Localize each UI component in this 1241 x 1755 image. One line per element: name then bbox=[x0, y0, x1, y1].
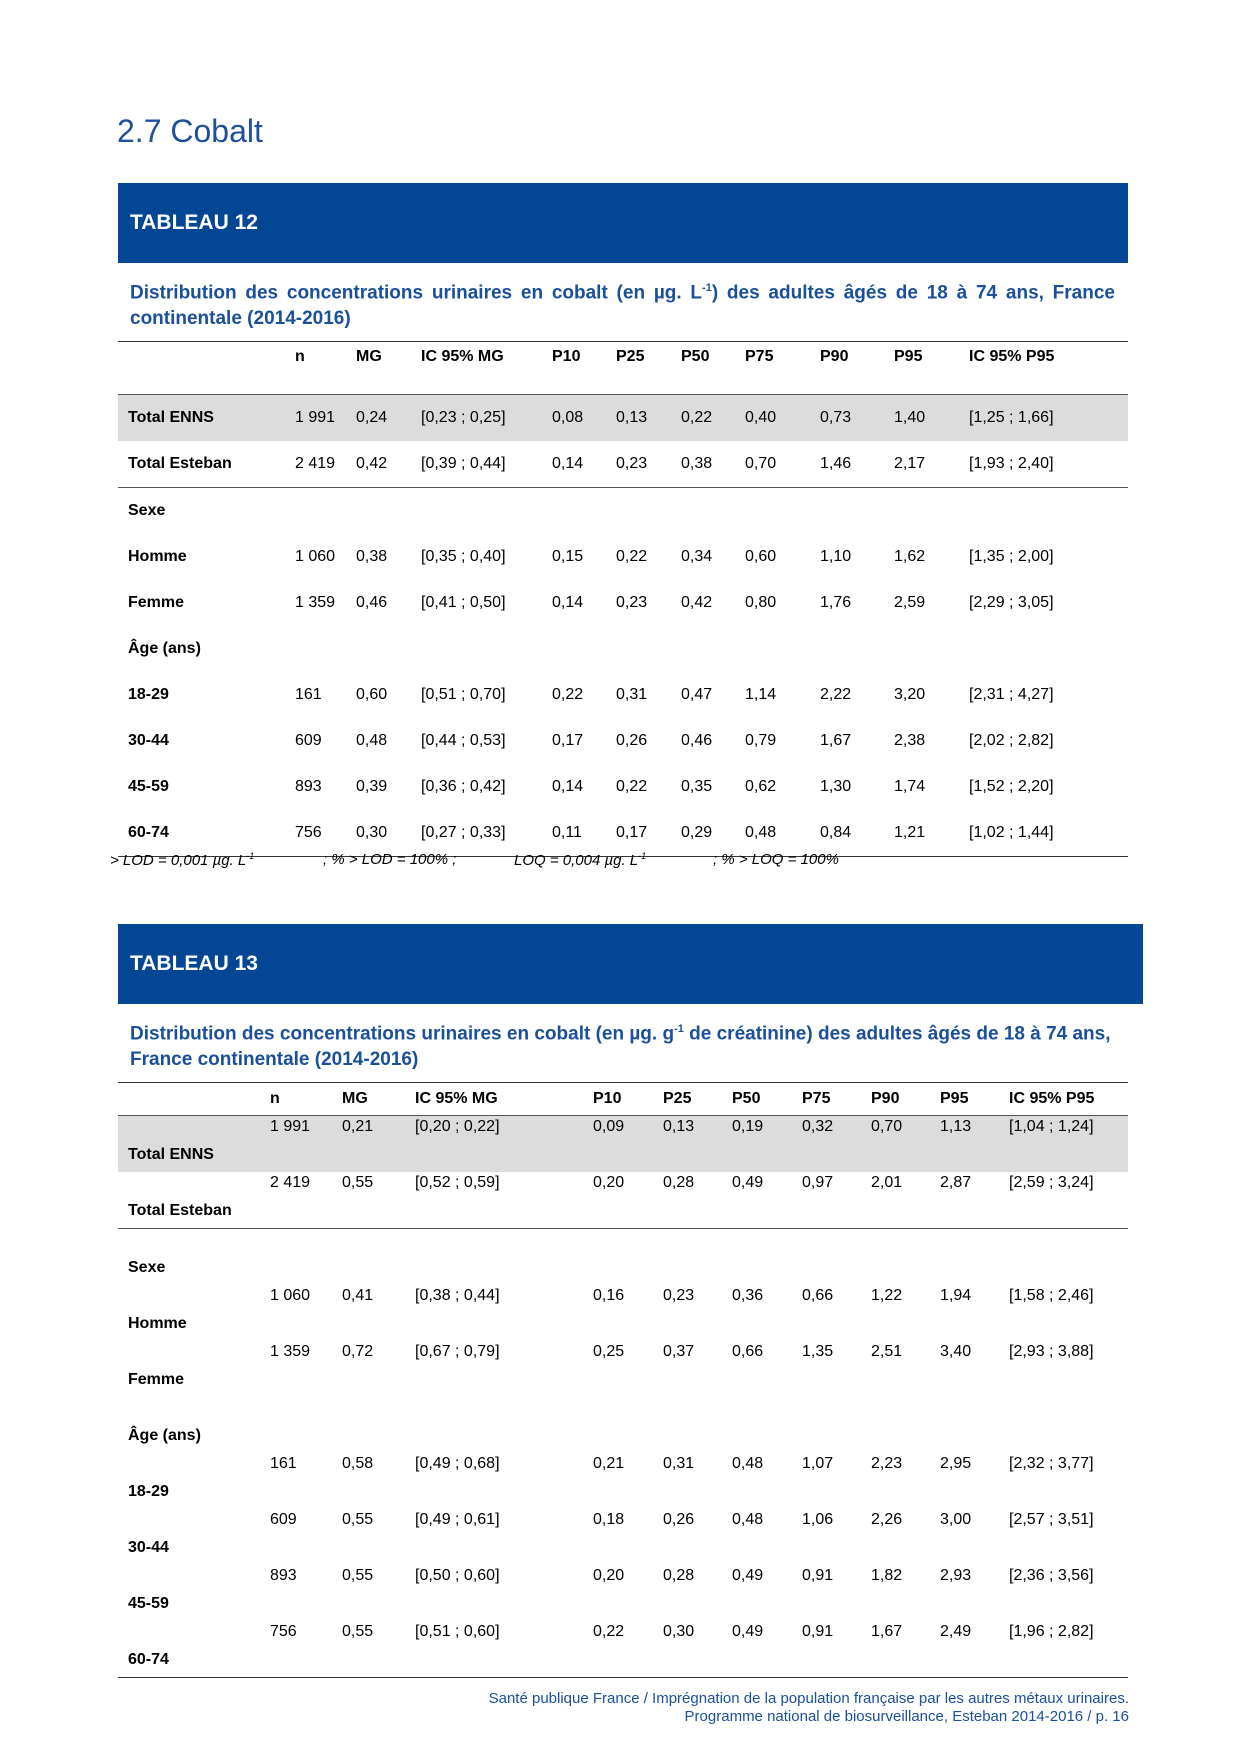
table13-header-p50: P50 bbox=[732, 1083, 802, 1116]
table-cell: 0,09 bbox=[593, 1116, 663, 1173]
table-cell bbox=[802, 1397, 871, 1453]
table-cell: [1,04 ; 1,24] bbox=[1009, 1116, 1128, 1173]
table-cell bbox=[1009, 1397, 1128, 1453]
table-cell: 0,32 bbox=[802, 1116, 871, 1173]
table-cell bbox=[820, 488, 894, 535]
table-cell: 0,70 bbox=[745, 455, 777, 472]
table-cell bbox=[295, 488, 356, 535]
table-cell: 2,17 bbox=[894, 455, 926, 472]
table12-caption-pre: Distribution des concentrations urinaires en cobalt (en µg. L bbox=[130, 282, 703, 304]
table-cell: 0,46 bbox=[356, 594, 388, 611]
table-cell: 1,46 bbox=[820, 455, 852, 472]
table12-caption bbox=[130, 275, 1115, 332]
table-cell: 0,41 bbox=[342, 1287, 374, 1304]
table-cell: [0,52 ; 0,59] bbox=[415, 1174, 500, 1191]
row-label: 18-29 bbox=[128, 686, 169, 703]
table-cell: 0,55 bbox=[342, 1623, 374, 1640]
table-cell: 0,21 bbox=[342, 1116, 415, 1173]
table-cell: 0,22 bbox=[681, 395, 745, 442]
table-cell: [0,36 ; 0,42] bbox=[421, 778, 506, 795]
table-cell: 2,49 bbox=[940, 1623, 972, 1640]
table-cell: 2 419 bbox=[270, 1174, 311, 1191]
table12-body bbox=[118, 395, 1128, 857]
table-cell: 0,24 bbox=[356, 395, 421, 442]
table-cell bbox=[342, 1397, 415, 1453]
table-cell: [1,52 ; 2,20] bbox=[969, 778, 1054, 795]
row-label: Sexe bbox=[118, 1229, 270, 1286]
table-cell: 0,21 bbox=[593, 1455, 625, 1472]
table-row bbox=[118, 1341, 1128, 1397]
row-label: Total ENNS bbox=[118, 395, 295, 442]
table13-header-p10: P10 bbox=[593, 1083, 663, 1116]
table-cell: 0,22 bbox=[616, 548, 648, 565]
row-label: Total ENNS bbox=[118, 1116, 270, 1173]
table13-header-n: n bbox=[270, 1083, 342, 1116]
table-cell: 0,30 bbox=[356, 824, 388, 841]
table-cell: 3,20 bbox=[894, 686, 926, 703]
table-cell: [1,96 ; 2,82] bbox=[1009, 1623, 1094, 1640]
table-row bbox=[118, 1565, 1128, 1621]
table-cell: 2,87 bbox=[940, 1174, 972, 1191]
table-cell bbox=[552, 488, 616, 535]
table-cell: 1,13 bbox=[940, 1116, 1009, 1173]
table-cell bbox=[871, 1397, 940, 1453]
table-row bbox=[118, 534, 1128, 580]
table13-caption bbox=[130, 1016, 1115, 1073]
table-cell: 0,42 bbox=[681, 594, 713, 611]
table-cell bbox=[745, 488, 820, 535]
table13-caption-pre: Distribution des concentrations urinaires en cobalt (en µg. g bbox=[130, 1023, 675, 1045]
table12-header-row bbox=[118, 342, 1128, 395]
table13-caption-sup: -1 bbox=[674, 1023, 684, 1035]
row-label: 60-74 bbox=[128, 824, 169, 841]
table-cell bbox=[681, 488, 745, 535]
table-cell: 2,22 bbox=[820, 686, 852, 703]
table-cell: 2,93 bbox=[940, 1567, 972, 1584]
table-cell: 1,67 bbox=[871, 1623, 903, 1640]
table-cell: 161 bbox=[270, 1455, 297, 1472]
table-cell: 0,22 bbox=[552, 686, 584, 703]
footnote-lod: > LOD = 0,001 µg. $L^{-1}$ bbox=[110, 851, 255, 869]
table-cell: 0,22 bbox=[616, 778, 648, 795]
table-cell: 0,62 bbox=[745, 778, 777, 795]
row-label: Total Esteban bbox=[128, 455, 232, 472]
table12-header-p95: P95 bbox=[894, 348, 923, 365]
table12 bbox=[118, 341, 1128, 857]
table-cell: 0,19 bbox=[732, 1116, 802, 1173]
table-cell: 0,31 bbox=[663, 1455, 695, 1472]
table13-header-row bbox=[118, 1083, 1128, 1116]
table-cell: [2,31 ; 4,27] bbox=[969, 686, 1054, 703]
table-cell bbox=[1009, 1229, 1128, 1286]
table-cell: [0,50 ; 0,60] bbox=[415, 1567, 500, 1584]
table-cell: 1 991 bbox=[270, 1116, 342, 1173]
table-row bbox=[118, 1453, 1128, 1509]
table-cell: 0,48 bbox=[732, 1455, 764, 1472]
table-cell: 893 bbox=[270, 1567, 297, 1584]
table-cell bbox=[940, 1397, 1009, 1453]
table-cell: [1,02 ; 1,44] bbox=[969, 824, 1054, 841]
table-cell: 0,13 bbox=[663, 1116, 732, 1173]
table-cell: [1,93 ; 2,40] bbox=[969, 455, 1054, 472]
table-cell: 0,48 bbox=[745, 824, 777, 841]
table-cell bbox=[969, 626, 1128, 672]
table-cell: [0,35 ; 0,40] bbox=[421, 548, 506, 565]
table-cell: 2,95 bbox=[940, 1455, 972, 1472]
table-cell: 609 bbox=[295, 732, 322, 749]
table-cell: 0,28 bbox=[663, 1174, 695, 1191]
table13-band-label: TABLEAU 13 bbox=[130, 952, 258, 975]
row-label: Sexe bbox=[118, 488, 295, 535]
table13-header-mg: MG bbox=[342, 1083, 415, 1116]
table-cell: 1,76 bbox=[820, 594, 852, 611]
table-row bbox=[118, 488, 1128, 535]
table-cell: 1 359 bbox=[295, 594, 336, 611]
table-cell: 0,20 bbox=[593, 1174, 625, 1191]
table-cell: [1,58 ; 2,46] bbox=[1009, 1287, 1094, 1304]
table-cell: 0,13 bbox=[616, 395, 681, 442]
table-cell bbox=[270, 1397, 342, 1453]
table-cell: 1,74 bbox=[894, 778, 926, 795]
table-cell bbox=[663, 1229, 732, 1286]
table-cell bbox=[871, 1229, 940, 1286]
table-cell: 0,25 bbox=[593, 1343, 625, 1360]
table-cell: 756 bbox=[295, 824, 322, 841]
table-cell bbox=[732, 1397, 802, 1453]
table-cell bbox=[356, 626, 421, 672]
table-cell: 0,66 bbox=[802, 1287, 834, 1304]
table-cell bbox=[421, 626, 552, 672]
table-cell: 2,59 bbox=[894, 594, 926, 611]
table-cell: [0,38 ; 0,44] bbox=[415, 1287, 500, 1304]
table-row bbox=[118, 718, 1128, 764]
table-cell: [0,49 ; 0,68] bbox=[415, 1455, 500, 1472]
table-row bbox=[118, 441, 1128, 488]
table-cell: 2,01 bbox=[871, 1174, 903, 1191]
table13-header-ic-p95: IC 95% P95 bbox=[1009, 1083, 1128, 1116]
table-cell: 1,21 bbox=[894, 824, 926, 841]
table-cell: 893 bbox=[295, 778, 322, 795]
table-cell: 0,14 bbox=[552, 778, 584, 795]
table-cell bbox=[421, 488, 552, 535]
table-cell: 2,23 bbox=[871, 1455, 903, 1472]
table-cell bbox=[295, 626, 356, 672]
table-cell: [0,49 ; 0,61] bbox=[415, 1511, 500, 1528]
table-cell bbox=[745, 626, 820, 672]
table-cell: 1 991 bbox=[295, 395, 356, 442]
table-cell: 0,08 bbox=[552, 395, 616, 442]
table-cell: 0,14 bbox=[552, 455, 584, 472]
table12-caption-sup: -1 bbox=[702, 282, 712, 294]
table-cell: 0,97 bbox=[802, 1174, 834, 1191]
table13-caption-post: de créatinine) des adultes âgés de 18 à 74 ans, France continentale (2014-2016) bbox=[130, 1023, 1111, 1071]
table-cell: 0,55 bbox=[342, 1567, 374, 1584]
table-cell: 1,82 bbox=[871, 1567, 903, 1584]
row-label: Âge (ans) bbox=[128, 640, 201, 657]
table-cell: 0,16 bbox=[593, 1287, 625, 1304]
table-cell: [0,44 ; 0,53] bbox=[421, 732, 506, 749]
table-cell: 1,14 bbox=[745, 686, 777, 703]
table-cell: 0,48 bbox=[732, 1511, 764, 1528]
table-cell: 0,42 bbox=[356, 455, 388, 472]
table-cell: 1,35 bbox=[802, 1343, 834, 1360]
table12-band-label: TABLEAU 12 bbox=[130, 211, 258, 234]
footnote-pct-lod: ; % > LOD = 100% ; bbox=[323, 851, 457, 868]
table13-header-p25: P25 bbox=[663, 1083, 732, 1116]
table-cell: 0,73 bbox=[820, 395, 894, 442]
table-cell: 0,20 bbox=[593, 1567, 625, 1584]
table-cell bbox=[356, 488, 421, 535]
row-label: Âge (ans) bbox=[128, 1427, 201, 1444]
table-cell: 0,37 bbox=[663, 1343, 695, 1360]
table-cell: 0,47 bbox=[681, 686, 713, 703]
row-label: 45-59 bbox=[128, 778, 169, 795]
table-row bbox=[118, 1229, 1128, 1286]
table-cell: 0,29 bbox=[681, 824, 713, 841]
table-cell: 609 bbox=[270, 1511, 297, 1528]
table-row bbox=[118, 764, 1128, 810]
table-cell: 0,26 bbox=[663, 1511, 695, 1528]
table-cell: 1,30 bbox=[820, 778, 852, 795]
table-row bbox=[118, 810, 1128, 857]
table-cell: [0,20 ; 0,22] bbox=[415, 1116, 593, 1173]
table-cell: 0,72 bbox=[342, 1343, 374, 1360]
table-cell: 0,49 bbox=[732, 1623, 764, 1640]
table-cell: 0,23 bbox=[616, 594, 648, 611]
table-cell: 0,23 bbox=[663, 1287, 695, 1304]
table-cell: 0,39 bbox=[356, 778, 388, 795]
table-cell bbox=[969, 488, 1128, 535]
table-cell: 0,38 bbox=[681, 455, 713, 472]
table-cell: 0,30 bbox=[663, 1623, 695, 1640]
table-cell: [0,51 ; 0,70] bbox=[421, 686, 506, 703]
table12-header-blank bbox=[118, 342, 295, 395]
table-cell: 0,84 bbox=[820, 824, 852, 841]
row-label: 60-74 bbox=[128, 1651, 169, 1668]
table-cell: 0,36 bbox=[732, 1287, 764, 1304]
table12-header-ic-p95: IC 95% P95 bbox=[969, 348, 1055, 365]
table13-header-ic-mg: IC 95% MG bbox=[415, 1083, 593, 1116]
table-cell: 3,40 bbox=[940, 1343, 972, 1360]
table13 bbox=[118, 1082, 1128, 1678]
table-cell bbox=[593, 1229, 663, 1286]
table-cell: 1,62 bbox=[894, 548, 926, 565]
table-cell: [2,93 ; 3,88] bbox=[1009, 1343, 1094, 1360]
table-row bbox=[118, 1397, 1128, 1453]
table-cell: 0,17 bbox=[552, 732, 584, 749]
table-cell: 0,66 bbox=[732, 1343, 764, 1360]
footnote-loq: LOQ = 0,004 µg. $L^{-1}$ bbox=[514, 851, 647, 869]
table-cell: [0,67 ; 0,79] bbox=[415, 1343, 500, 1360]
table-row bbox=[118, 1509, 1128, 1565]
table12-header-p25: P25 bbox=[616, 348, 645, 365]
table-cell: 0,38 bbox=[356, 548, 388, 565]
table-cell: 3,00 bbox=[940, 1511, 972, 1528]
page-footer bbox=[489, 1690, 1129, 1726]
table-cell: 2,26 bbox=[871, 1511, 903, 1528]
table-cell: [2,57 ; 3,51] bbox=[1009, 1511, 1094, 1528]
table-cell: 0,22 bbox=[593, 1623, 625, 1640]
table-cell bbox=[663, 1397, 732, 1453]
table12-header-p50: P50 bbox=[681, 348, 710, 365]
table-cell: 0,49 bbox=[732, 1567, 764, 1584]
table-cell: 1,06 bbox=[802, 1511, 834, 1528]
table-cell: 0,55 bbox=[342, 1511, 374, 1528]
table12-header-ic-mg: IC 95% MG bbox=[421, 348, 504, 365]
table-row bbox=[118, 1116, 1128, 1173]
table-cell: 0,17 bbox=[616, 824, 648, 841]
table12-header-n: n bbox=[295, 348, 305, 365]
table-cell: 0,23 bbox=[616, 455, 648, 472]
table13-header-blank bbox=[118, 1083, 270, 1116]
table-cell bbox=[681, 626, 745, 672]
table-cell: 0,60 bbox=[745, 548, 777, 565]
table-row bbox=[118, 395, 1128, 442]
table-cell: 0,31 bbox=[616, 686, 648, 703]
table12-header-p75: P75 bbox=[745, 348, 774, 365]
table-cell: 0,60 bbox=[356, 686, 388, 703]
table-cell: 1,22 bbox=[871, 1287, 903, 1304]
table-cell: 1,67 bbox=[820, 732, 852, 749]
table13-body bbox=[118, 1116, 1128, 1678]
table-cell bbox=[894, 488, 969, 535]
table-cell: 1,10 bbox=[820, 548, 852, 565]
table-cell: 1,07 bbox=[802, 1455, 834, 1472]
table-cell: 0,14 bbox=[552, 594, 584, 611]
table-cell: 0,15 bbox=[552, 548, 584, 565]
table-cell: 2 419 bbox=[295, 455, 336, 472]
table12-caption-post: ) des adultes âgés de 18 à 74 ans, France continentale (2014-2016) bbox=[130, 282, 1115, 330]
table-cell bbox=[593, 1397, 663, 1453]
table-cell: 0,48 bbox=[356, 732, 388, 749]
table-cell: 0,35 bbox=[681, 778, 713, 795]
table12-header-p10: P10 bbox=[552, 348, 581, 365]
table-cell: 0,91 bbox=[802, 1623, 834, 1640]
table-cell: [0,41 ; 0,50] bbox=[421, 594, 506, 611]
table-cell: [2,32 ; 3,77] bbox=[1009, 1455, 1094, 1472]
table-cell: 756 bbox=[270, 1623, 297, 1640]
table-cell bbox=[415, 1397, 593, 1453]
table-cell bbox=[342, 1229, 415, 1286]
table-cell bbox=[732, 1229, 802, 1286]
table-cell: [2,59 ; 3,24] bbox=[1009, 1174, 1094, 1191]
table-cell: 0,80 bbox=[745, 594, 777, 611]
table13-band bbox=[118, 924, 1143, 1004]
table-cell bbox=[820, 626, 894, 672]
table-cell: [1,25 ; 1,66] bbox=[969, 395, 1128, 442]
table-cell bbox=[940, 1229, 1009, 1286]
table-cell: 2,51 bbox=[871, 1343, 903, 1360]
table13-header-p90: P90 bbox=[871, 1083, 940, 1116]
row-label: Homme bbox=[128, 1315, 187, 1332]
table-cell bbox=[802, 1229, 871, 1286]
table-cell: 0,49 bbox=[732, 1174, 764, 1191]
table-cell: [2,29 ; 3,05] bbox=[969, 594, 1054, 611]
table-cell: 1 060 bbox=[270, 1287, 311, 1304]
row-label: Femme bbox=[128, 1371, 185, 1388]
table-cell: 0,26 bbox=[616, 732, 648, 749]
table-row bbox=[118, 626, 1128, 672]
table-cell: [2,36 ; 3,56] bbox=[1009, 1567, 1094, 1584]
table-cell: 0,40 bbox=[745, 395, 820, 442]
table12-band bbox=[118, 183, 1128, 263]
table-cell: 2,38 bbox=[894, 732, 926, 749]
table-cell: [0,39 ; 0,44] bbox=[421, 455, 506, 472]
table-cell: [0,27 ; 0,33] bbox=[421, 824, 506, 841]
table-cell: 1,40 bbox=[894, 395, 969, 442]
table-cell: 0,28 bbox=[663, 1567, 695, 1584]
footnote-pct-loq: ; % > LOQ = 100% bbox=[713, 851, 839, 868]
table-row bbox=[118, 672, 1128, 718]
table-cell: 1 359 bbox=[270, 1343, 311, 1360]
table-cell: 0,79 bbox=[745, 732, 777, 749]
row-label: 45-59 bbox=[128, 1595, 169, 1612]
table-cell: 1,94 bbox=[940, 1287, 972, 1304]
table-row bbox=[118, 1285, 1128, 1341]
table-cell bbox=[616, 488, 681, 535]
table13-header-p95: P95 bbox=[940, 1083, 1009, 1116]
table-row bbox=[118, 1621, 1128, 1678]
table-cell: 0,70 bbox=[871, 1116, 940, 1173]
table-cell: 0,91 bbox=[802, 1567, 834, 1584]
table-cell: [0,51 ; 0,60] bbox=[415, 1623, 500, 1640]
table-cell: 1 060 bbox=[295, 548, 336, 565]
row-label: Homme bbox=[128, 548, 187, 565]
table-cell: [1,35 ; 2,00] bbox=[969, 548, 1054, 565]
table-cell bbox=[616, 626, 681, 672]
table-cell: 0,34 bbox=[681, 548, 713, 565]
table-cell: 0,46 bbox=[681, 732, 713, 749]
footer-line-2: Programme national de biosurveillance, Esteban 2014-2016 / p. 16 bbox=[684, 1708, 1129, 1725]
table-cell: 0,11 bbox=[552, 824, 582, 841]
table-cell: 0,58 bbox=[342, 1455, 374, 1472]
row-label: 30-44 bbox=[128, 1539, 169, 1556]
row-label: Femme bbox=[128, 594, 185, 611]
table-row bbox=[118, 1172, 1128, 1229]
table-cell: 0,18 bbox=[593, 1511, 625, 1528]
row-label: Total Esteban bbox=[128, 1202, 232, 1219]
table-cell bbox=[552, 626, 616, 672]
row-label: 30-44 bbox=[128, 732, 169, 749]
table-cell: [2,02 ; 2,82] bbox=[969, 732, 1054, 749]
table12-header-p90: P90 bbox=[820, 348, 849, 365]
table-row bbox=[118, 580, 1128, 626]
footer-line-1: Santé publique France / Imprégnation de la population française par les autres métaux urinaires. bbox=[488, 1690, 1129, 1707]
table-cell: 0,55 bbox=[342, 1174, 374, 1191]
table-cell: 161 bbox=[295, 686, 322, 703]
table-cell: [0,23 ; 0,25] bbox=[421, 395, 552, 442]
table-cell bbox=[270, 1229, 342, 1286]
table12-header-mg: MG bbox=[356, 348, 382, 365]
table13-header-p75: P75 bbox=[802, 1083, 871, 1116]
section-title: 2.7 Cobalt bbox=[117, 113, 263, 149]
table-cell bbox=[894, 626, 969, 672]
table-cell bbox=[415, 1229, 593, 1286]
row-label: 18-29 bbox=[128, 1483, 169, 1500]
